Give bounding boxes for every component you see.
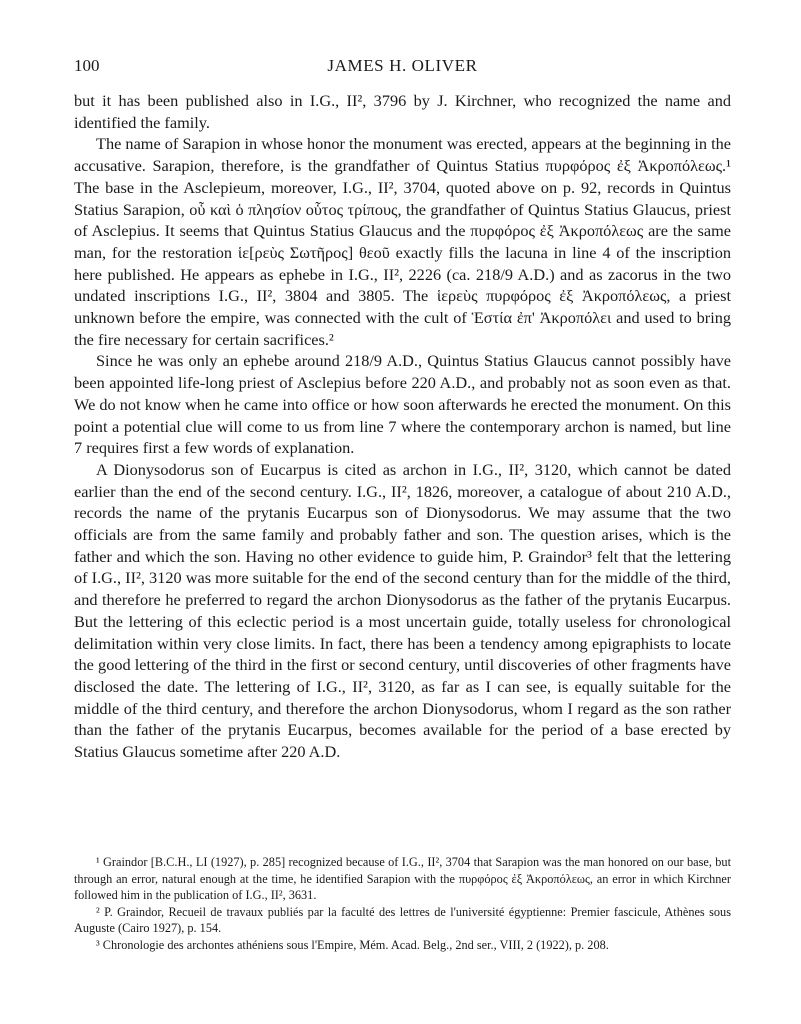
footnote-1: ¹ Graindor [B.C.H., LI (1927), p. 285] recognized because of I.G., II², 3704 that Sarapion was the man honored on our base, but through an error, natural enough at the time, he identified Sarapion with the πυρφόρος ἐξ Ἀκροπόλεως, an error in which Kirchner followed him in the publication of I.G., II², 3631. [74,855,731,902]
footnote-2: ² P. Graindor, Recueil de travaux publiés par la faculté des lettres de l'université égyptienne: Premier fascicule, Athènes sous Auguste (Cairo 1927), p. 154. [74,904,731,935]
paragraph-3: Since he was only an ephebe around 218/9 A.D., Quintus Statius Glaucus cannot possibly have been appointed life-long priest of Asclepius before 220 A.D., and probably not as soon even as that. We do not know when he came into office or how soon afterwards he erected the monument. On this point a potential clue will come to us from line 7 where the contemporary archon is named, but line 7 requires first a few words of explanation. [74,351,731,458]
paragraph-4: A Dionysodorus son of Eucarpus is cited as archon in I.G., II², 3120, which cannot be dated earlier than the end of the second century. I.G., II², 1826, moreover, a catalogue of about 210 A.D., records the name of the prytanis Eucarpus son of Dionysodorus. We may assume that the two officials are from the same family and probably father and son. The question arises, which is the father and which the son. Having no other evidence to guide him, P. Graindor³ felt that the lettering of I.G., II², 3120 was more suitable for the end of the second century than for the middle of the third, and therefore he preferred to regard the archon Dionysodorus as the father of the prytanis Eucarpus. But the lettering of this eclectic period is a most uncertain guide, totally useless for chronological delimitation within very close limits. In fact, there has been a tendency among epigraphists to locate the good lettering of the third in the first or second century, until discoveries of other fragments have disclosed the date. The lettering of I.G., II², 3120, as far as I can see, is equally suitable for the middle of the third century, and therefore the archon Dionysodorus, whom I regard as the son rather than the father of the prytanis Eucarpus, becomes available for the period of a base erected by Statius Glaucus sometime after 220 A.D. [74,459,731,762]
paragraph-2: The name of Sarapion in whose honor the monument was erected, appears at the beginning in the accusative. Sarapion, therefore, is the grandfather of Quintus Statius πυρφόρος ἐξ Ἀκροπόλεως.¹ The base in the Asclepieum, moreover, I.G., II², 3704, quoted above on p. 92, records in Quintus Statius Sarapion, οὗ καὶ ὁ πλησίον οὗτος τρίπους, the grandfather of Quintus Statius Glaucus, priest of Asclepius. It seems that Quintus Statius Glaucus and the πυρφόρος ἐξ Ἀκροπόλεως are the same man, for the restoration ἱε[ρεὺς Σωτῆρος] θεοῦ exactly fills the lacuna in line 4 of the inscription here published. He appears as ephebe in I.G., II², 2226 (ca. 218/9 A.D.) and as zacorus in the two undated inscriptions I.G., II², 3804 and 3805. The ἱερεὺς πυρφόρος ἐξ Ἀκροπόλεως, a priest unknown before the empire, was connected with the cult of Ἑστία ἐπ' Ἀκροπόλει and used to bring the fire necessary for certain sacrifices.² [74,134,731,349]
footnotes [74,854,731,953]
page-header [74,56,731,80]
body-text [74,90,731,763]
page-number: 100 [74,56,100,75]
running-head: JAMES H. OLIVER [327,56,478,75]
footnote-3: ³ Chronologie des archontes athéniens sous l'Empire, Mém. Acad. Belg., 2nd ser., VIII, 2 (1922), p. 208. [96,937,609,952]
paragraph-1: but it has been published also in I.G., II², 3796 by J. Kirchner, who recognized the name and identified the family. [74,91,731,132]
